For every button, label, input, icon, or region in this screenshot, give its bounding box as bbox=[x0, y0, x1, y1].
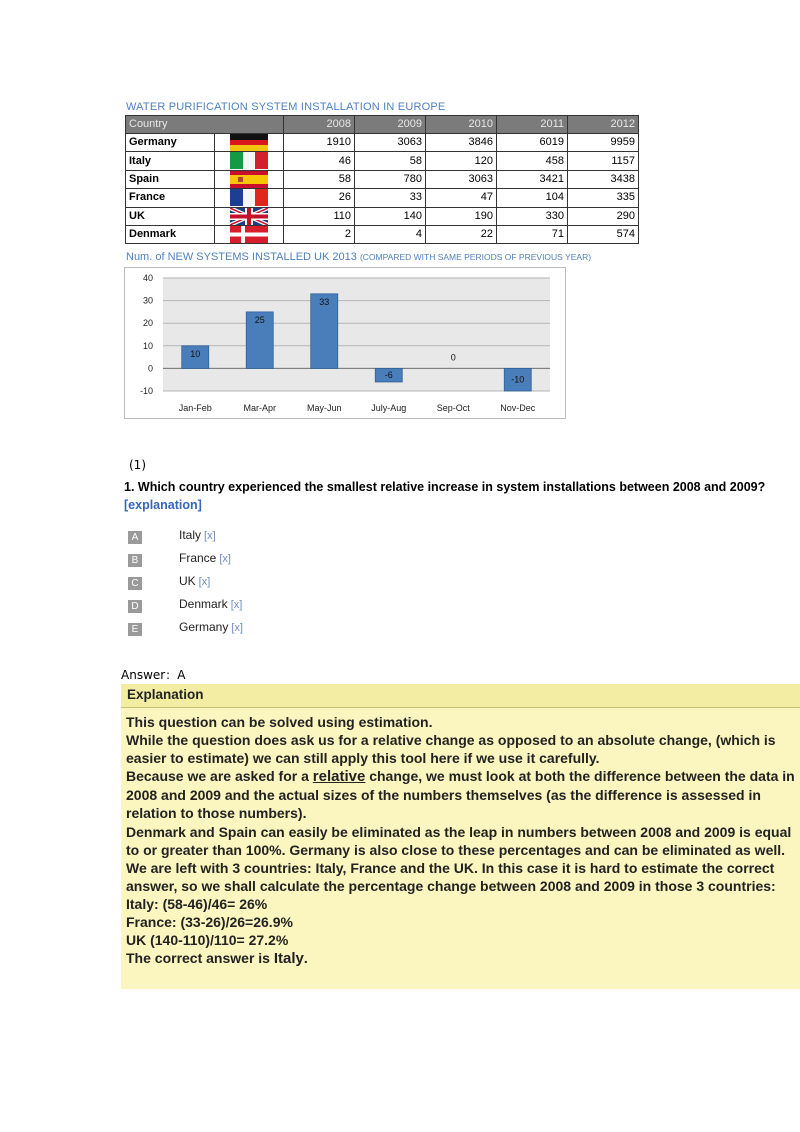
option-letter: C bbox=[128, 577, 142, 590]
header-year: 2008 bbox=[284, 116, 355, 134]
data-label: 25 bbox=[254, 314, 265, 325]
country-name: France bbox=[126, 189, 215, 207]
option-text: Italy bbox=[179, 528, 202, 542]
option-remove-link[interactable]: [x] bbox=[198, 576, 211, 588]
x-tick-label: Sep-Oct bbox=[436, 403, 470, 413]
table-cell: 2 bbox=[284, 226, 355, 244]
table-cell: 47 bbox=[426, 189, 497, 207]
y-tick-label: 30 bbox=[142, 295, 153, 306]
relative-keyword: relative bbox=[312, 768, 366, 786]
conclusion bbox=[126, 949, 800, 968]
question-label: 1. Which country experienced the smallest relative increase in system installations between 2008 and 2009? bbox=[124, 480, 766, 494]
table-cell: 3438 bbox=[568, 170, 639, 188]
option-letter: B bbox=[128, 554, 142, 567]
plot-area bbox=[163, 278, 550, 391]
chart-title-main: Num. of NEW SYSTEMS INSTALLED UK 2013 bbox=[126, 251, 357, 263]
table-cell: 58 bbox=[355, 152, 426, 170]
explanation-link[interactable]: [explanation] bbox=[124, 498, 202, 512]
italy-flag-icon bbox=[230, 152, 268, 169]
table-cell: 9959 bbox=[568, 134, 639, 152]
option-remove-link[interactable]: [x] bbox=[230, 599, 243, 611]
header-country: Country bbox=[126, 116, 284, 134]
table-cell: 330 bbox=[497, 207, 568, 225]
calc-italy: Italy: (58-46)/46= 26% bbox=[126, 895, 268, 912]
data-label: 10 bbox=[190, 348, 201, 359]
header-year: 2011 bbox=[497, 116, 568, 134]
option-remove-link[interactable]: [x] bbox=[204, 530, 216, 542]
country-name: Germany bbox=[126, 134, 215, 152]
conclusion-text: The correct answer is bbox=[126, 950, 274, 967]
table-cell: 71 bbox=[497, 226, 568, 244]
answer-line: Answer：A bbox=[121, 668, 186, 682]
table-cell: 190 bbox=[426, 207, 497, 225]
question-text bbox=[124, 478, 794, 514]
x-tick-label: Jan-Feb bbox=[178, 403, 212, 413]
country-name: Italy bbox=[126, 152, 215, 170]
spain-flag-icon bbox=[230, 171, 268, 188]
table-cell: 58 bbox=[284, 170, 355, 188]
option-text: Denmark bbox=[179, 597, 228, 611]
option-letter: A bbox=[128, 531, 142, 544]
table-row bbox=[126, 226, 639, 244]
x-tick-label: Nov-Dec bbox=[500, 403, 536, 413]
explanation-heading: Explanation bbox=[127, 687, 204, 702]
country-name: Spain bbox=[126, 170, 215, 188]
table-cell: 6019 bbox=[497, 134, 568, 152]
table-cell: 458 bbox=[497, 152, 568, 170]
installation-table bbox=[125, 115, 639, 244]
table-cell: 3421 bbox=[497, 170, 568, 188]
denmark-flag-icon bbox=[230, 226, 268, 243]
option-remove-link[interactable]: [x] bbox=[219, 553, 231, 565]
france-flag-icon bbox=[230, 189, 268, 206]
y-tick-label: 10 bbox=[142, 340, 153, 351]
conclusion-period: . bbox=[303, 950, 308, 967]
table-row bbox=[126, 152, 639, 170]
y-tick-label: 0 bbox=[147, 363, 153, 374]
option-letter: E bbox=[128, 623, 142, 636]
explanation-paragraph: While the question does ask us for a relative change as opposed to an absolute change, (which is easier to estimate) we can still apply this tool here if we use it carefully. bbox=[126, 732, 776, 767]
table-cell: 1157 bbox=[568, 152, 639, 170]
table-cell: 120 bbox=[426, 152, 497, 170]
explanation-box bbox=[121, 684, 800, 989]
x-tick-label: July-Aug bbox=[371, 403, 407, 413]
country-name: Denmark bbox=[126, 226, 215, 244]
calc-uk: UK (140-110)/110= 27.2% bbox=[126, 932, 289, 949]
table-cell: 140 bbox=[355, 207, 426, 225]
table-cell: 22 bbox=[426, 226, 497, 244]
table-cell: 3846 bbox=[426, 134, 497, 152]
data-label: -6 bbox=[384, 370, 393, 381]
explanation-paragraph bbox=[126, 767, 800, 822]
option-remove-link[interactable]: [x] bbox=[231, 622, 243, 634]
table-cell: 104 bbox=[497, 189, 568, 207]
table-cell: 780 bbox=[355, 170, 426, 188]
table-row bbox=[126, 170, 639, 188]
germany-flag-icon bbox=[230, 134, 268, 151]
explanation-header bbox=[121, 684, 800, 708]
data-label: -10 bbox=[511, 374, 525, 385]
table-cell: 290 bbox=[568, 207, 639, 225]
explanation-paragraph: Denmark and Spain can easily be eliminated as the leap in numbers between 2008 and 2009 is equal to or greater than 100%. Germany is also close to these percentages and can be eliminated as well. We are left with 3 countries: Italy, France and the UK. In this case it is hard to estimate the correct answer, so we shall calculate the percentage change between 2008 and 2009 in those 3 countries: bbox=[126, 823, 792, 894]
x-tick-label: May-Jun bbox=[306, 403, 342, 413]
explanation-text: change, we must look at both the difference between the data in 2008 and 2009 and the actual sizes of the numbers themselves (as the difference is assessed in relation to those numbers). bbox=[126, 768, 795, 822]
option-text: UK bbox=[179, 574, 196, 588]
table-row bbox=[126, 189, 639, 207]
table-title: WATER PURIFICATION SYSTEM INSTALLATION IN EUROPE bbox=[126, 101, 446, 113]
option-text: Germany bbox=[179, 620, 229, 634]
x-tick-label: Mar-Apr bbox=[243, 403, 277, 413]
table-cell: 335 bbox=[568, 189, 639, 207]
table-cell: 3063 bbox=[426, 170, 497, 188]
table-row bbox=[126, 134, 639, 152]
table-cell: 3063 bbox=[355, 134, 426, 152]
table-cell: 1910 bbox=[284, 134, 355, 152]
table-header-row bbox=[126, 116, 639, 134]
country-name: UK bbox=[126, 207, 215, 225]
data-label: 0 bbox=[450, 352, 456, 363]
chart-title bbox=[126, 251, 591, 263]
option-text: France bbox=[179, 551, 217, 565]
explanation-text: Because we are asked for a bbox=[126, 768, 313, 785]
calc-france: France: (33-26)/26=26.9% bbox=[126, 914, 293, 931]
explanation-body bbox=[126, 713, 800, 968]
data-label: 33 bbox=[319, 296, 330, 307]
y-tick-label: 40 bbox=[142, 273, 153, 283]
table-cell: 110 bbox=[284, 207, 355, 225]
chart-frame bbox=[124, 267, 566, 419]
option-letter: D bbox=[128, 600, 142, 613]
table-cell: 574 bbox=[568, 226, 639, 244]
table-row bbox=[126, 207, 639, 225]
bar-chart bbox=[125, 268, 565, 418]
header-year: 2009 bbox=[355, 116, 426, 134]
header-year: 2010 bbox=[426, 116, 497, 134]
table-cell: 4 bbox=[355, 226, 426, 244]
y-tick-label: 20 bbox=[142, 318, 153, 329]
y-tick-label: -10 bbox=[139, 386, 153, 396]
uk-flag-icon bbox=[230, 208, 268, 225]
header-year: 2012 bbox=[568, 116, 639, 134]
table-cell: 33 bbox=[355, 189, 426, 207]
conclusion-answer: Italy bbox=[273, 950, 304, 968]
chart-title-note: (COMPARED WITH SAME PERIODS OF PREVIOUS YEAR) bbox=[359, 252, 592, 262]
explanation-paragraph: This question can be solved using estimation. bbox=[126, 714, 433, 730]
question-number: (1) bbox=[129, 458, 146, 472]
table-cell: 26 bbox=[284, 189, 355, 207]
table-cell: 46 bbox=[284, 152, 355, 170]
